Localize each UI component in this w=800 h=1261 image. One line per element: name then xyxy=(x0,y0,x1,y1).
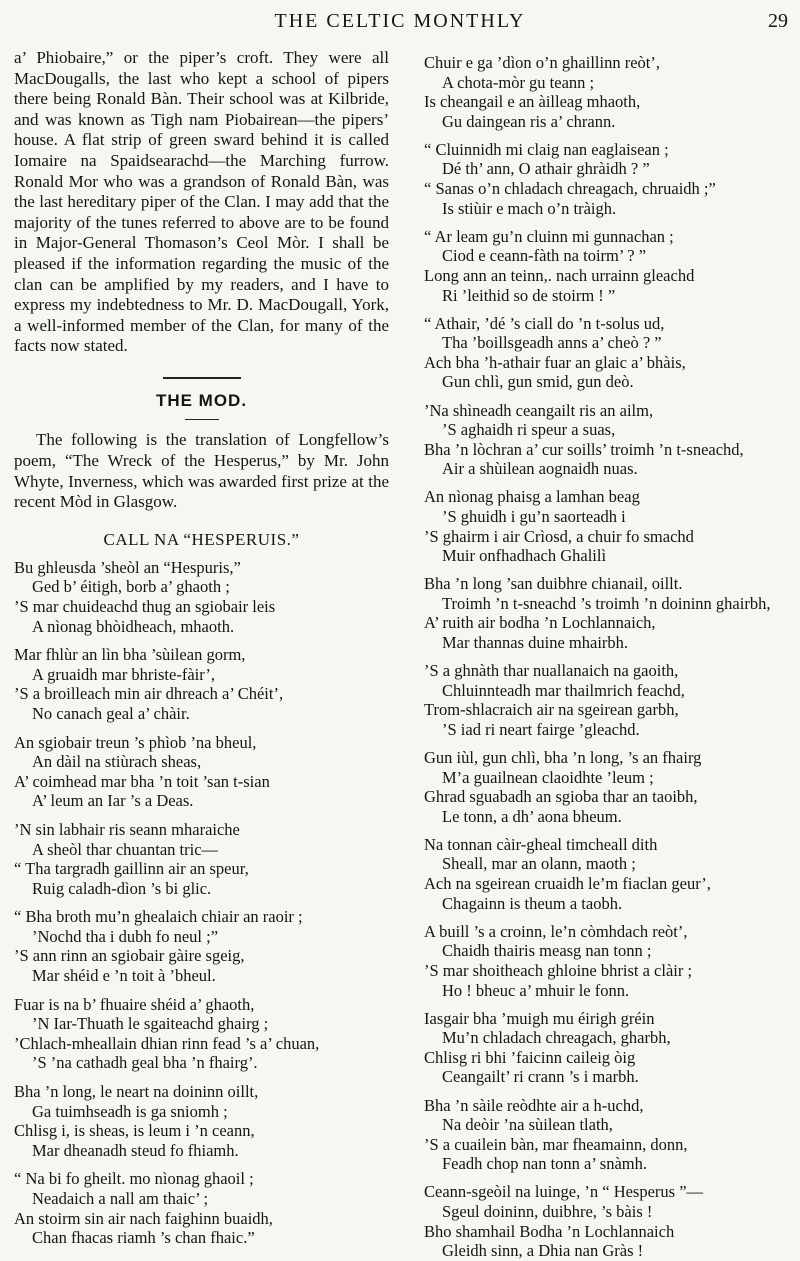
stanza xyxy=(424,140,786,218)
poem-line: “ Tha targradh gaillinn air an speur, xyxy=(14,859,249,879)
poem-line: Mu’n chladach chreagach, gharbh, xyxy=(442,1028,671,1048)
poem-line: ’S ghairm i air Crìosd, a chuir fo smachd xyxy=(424,526,694,546)
poem-line: Ceangailt’ ri crann ’s i marbh. xyxy=(442,1067,639,1087)
poem-line: A’ ruith air bodha ’n Lochlannaich, xyxy=(424,613,656,633)
poem-line: Mar dheanadh steud fo fhiamh. xyxy=(32,1140,239,1160)
poem-line: Ghrad sguabadh an sgioba thar an taoibh, xyxy=(424,787,698,807)
poem-line: Chluinnteadh mar thailmrich feachd, xyxy=(442,680,685,700)
poem-line: “ Athair, ’dé ’s ciall do ’n t-solus ud, xyxy=(424,313,665,333)
poem-line: “ Bha broth mu’n ghealaich chiair an raoir ; xyxy=(14,907,303,927)
poem-line: ’S aghaidh ri speur a suas, xyxy=(442,420,616,440)
poem-line: Na tonnan càir-gheal timcheall dith xyxy=(424,834,658,854)
poem-line: Tha ’boillsgeadh anns a’ cheò ? ” xyxy=(442,333,662,353)
poem-line: “ Sanas o’n chladach chreagach, chruaidh ;” xyxy=(424,179,716,199)
poem-line: Bha ’n long ’san duibhre chianail, oillt. xyxy=(424,574,683,594)
poem-line: ’Chlach-mheallain dhian rinn fead ’s a’ chuan, xyxy=(14,1033,320,1053)
poem-line: Fuar is na b’ fhuaire shéid a’ ghaoth, xyxy=(14,994,255,1014)
stanza xyxy=(424,487,786,565)
poem-line: Is cheangail e an àilleag mhaoth, xyxy=(424,92,641,112)
poem-line: ’S mar shoitheach ghloine bhrist a clàir ; xyxy=(424,960,693,980)
poem-line: A nìonag bhòidheach, mhaoth. xyxy=(32,616,235,636)
poem-line: “ Ar leam gu’n cluinn mi gunnachan ; xyxy=(424,226,674,246)
poem-line: ’Na shìneadh ceangailt ris an ailm, xyxy=(424,400,654,420)
page-header xyxy=(0,8,800,34)
poem-line: Bha ’n lòchran a’ cur soills’ troimh ’n t-sneachd, xyxy=(424,439,744,459)
poem-line: A’ coimhead mar bha ’n toit ’san t-sian xyxy=(14,771,270,791)
poem-line: Troimh ’n t-sneachd ’s troimh ’n doininn ghairbh, xyxy=(442,593,771,613)
left-column xyxy=(14,48,389,1248)
poem-line: A sheòl thar chuantan tric— xyxy=(32,839,219,859)
stanza xyxy=(14,907,389,985)
stanza xyxy=(424,401,786,479)
poem-line: Bha ’n long, le neart na doininn oillt, xyxy=(14,1082,259,1102)
poem-line: ’N sin labhair ris seann mharaiche xyxy=(14,819,240,839)
poem-line: An stoirm sin air nach faighinn buaidh, xyxy=(14,1208,273,1228)
poem-line: “ Cluinnidh mi claig nan eaglaisean ; xyxy=(424,139,669,159)
mod-paragraph: The following is the translation of Longfellow’s poem, “The Wreck of the Hesperus,” by Mr. John Whyte, Inverness, which was awarded first prize at the recent Mòd in Glasgow. xyxy=(14,430,389,512)
poem-line: ’S ghuidh i gu’n saorteadh i xyxy=(442,506,626,526)
poem-line: ’S a ghnàth thar nuallanaich na gaoith, xyxy=(424,661,679,681)
poem-line: Is stiùir e mach o’n tràigh. xyxy=(442,198,617,218)
poem-line: Gu daingean ris a’ chrann. xyxy=(442,111,616,131)
page-number: 29 xyxy=(768,10,788,32)
stanza xyxy=(424,1182,786,1260)
stanza xyxy=(424,748,786,826)
poem-line: Trom-shlacraich air na sgeirean garbh, xyxy=(424,700,679,720)
stanza xyxy=(14,820,389,898)
poem-line: ’S iad ri neart fairge ’gleachd. xyxy=(442,719,640,739)
poem-line: Chlisg ri bhi ’faicinn caileig òig xyxy=(424,1047,636,1067)
stanza xyxy=(14,558,389,636)
poem-line: ’N Iar-Thuath le sgaiteachd ghairg ; xyxy=(32,1014,269,1034)
poem-line: Muir onfhadhach Ghalilì xyxy=(442,546,607,566)
poem-line: Chlisg i, is sheas, is leum i ’n ceann, xyxy=(14,1121,255,1141)
poem-line: Iasgair bha ’muigh mu éirigh gréin xyxy=(424,1008,655,1028)
poem-line: A’ leum an Iar ’s a Deas. xyxy=(32,791,194,811)
poem-line: Gun iùl, gun chlì, bha ’n long, ’s an fhairg xyxy=(424,748,702,767)
poem-line: Mar fhlùr an lìn bha ’sùilean gorm, xyxy=(14,645,246,665)
poem-line: ’Nochd tha i dubh fo neul ;” xyxy=(32,926,219,946)
poem-line: Mar thannas duine mhairbh. xyxy=(442,633,629,653)
stanza xyxy=(424,1009,786,1087)
poem-line: ’S a cuailein bàn, mar fheamainn, donn, xyxy=(424,1134,688,1154)
journal-title: THE CELTIC MONTHLY xyxy=(274,10,526,32)
stanza xyxy=(424,314,786,392)
poem-line: An nìonag phaisg a lamhan beag xyxy=(424,487,640,507)
poem-line: A buill ’s a croinn, le’n còmhdach reòt’, xyxy=(424,921,688,941)
poem-line: ’S ’na cathadh geal bha ’n fhairg’. xyxy=(32,1053,258,1073)
stanza xyxy=(424,574,786,652)
poem-line: Chagainn is theum a taobh. xyxy=(442,893,623,913)
poem-line: Sgeul doininn, duibhre, ’s bàis ! xyxy=(442,1201,653,1221)
poem-line: Le tonn, a dh’ aona bheum. xyxy=(442,806,622,826)
poem-line: M’a guailnean claoidhte ’leum ; xyxy=(442,767,654,787)
poem-line: A gruaidh mar bhriste-fàir’, xyxy=(32,664,215,684)
poem-line: Bha ’n sàile reòdhte air a h-uchd, xyxy=(424,1095,644,1115)
poem-line: Chan fhacas riamh ’s chan fhaic.” xyxy=(32,1228,255,1248)
poem-line: Ciod e ceann-fàth na toirm’ ? ” xyxy=(442,246,647,266)
poem-line: ’S a broilleach min air dhreach a’ Chéit’, xyxy=(14,684,284,704)
poem-line: Long ann an teinn,. nach urrainn gleachd xyxy=(424,265,695,285)
stanza xyxy=(424,53,786,131)
poem-left xyxy=(14,558,389,1248)
stanza xyxy=(14,1082,389,1160)
poem-line: Dé th’ ann, O athair ghràidh ? ” xyxy=(442,159,650,179)
poem-line: Ho ! bheuc a’ mhuir le fonn. xyxy=(442,980,630,1000)
poem-line: A chota-mòr gu teann ; xyxy=(442,72,595,92)
section-title: THE MOD. xyxy=(155,390,248,410)
poem-line: ’S mar chuideachd thug an sgiobair leis xyxy=(14,596,276,616)
intro-paragraph: a’ Phiobaire,” or the piper’s croft. They were all MacDougalls, the last who kept a school of pipers there being Ronald Bàn. Their school was at Kilbride, and was known as Tigh nam Piobairean—the pipers’ house. A flat strip of green sward behind it is called Iomaire na Spaidsearachd—the Marching furrow. Ronald Mor who was a grandson of Ronald Bàn, was the last hereditary piper of the Clan. I may add that the majority of the tunes referred to above are to be found in Major-General Thomason’s Ceol Mòr. I shall be pleased if the information regarding the music of the clan can be amplified by my readers, and I have to express my indebtedness to Mr. D. MacDougall, York, a well-informed member of the Clan, for many of the facts now stated. xyxy=(14,48,389,356)
stanza xyxy=(424,1096,786,1174)
poem-line: Ga tuimhseadh is ga sniomh ; xyxy=(32,1101,228,1121)
poem-line: Ruig caladh-dìon ’s bi glic. xyxy=(32,878,212,898)
stanza xyxy=(14,733,389,811)
article-continuation xyxy=(14,48,389,357)
poem-line: Gun chlì, gun smid, gun deò. xyxy=(442,372,634,392)
stanza xyxy=(424,922,786,1000)
stanza xyxy=(424,835,786,913)
poem-line: ’S ann rinn an sgiobair gàire sgeig, xyxy=(14,946,245,966)
poem-line: Sheall, mar an olann, maoth ; xyxy=(442,854,636,874)
stanza xyxy=(424,661,786,739)
stanza xyxy=(424,227,786,305)
poem-line: An dàil na stiùrach sheas, xyxy=(32,752,202,772)
stanza xyxy=(14,1169,389,1247)
mod-intro xyxy=(14,430,389,512)
poem-line: Mar shéid e ’n toit à ’bheul. xyxy=(32,966,216,986)
poem-line: Gleidh sinn, a Dhia nan Gràs ! xyxy=(442,1241,644,1261)
stanza xyxy=(14,645,389,723)
poem-line: Bho shamhail Bodha ’n Lochlannaich xyxy=(424,1221,675,1241)
stanza xyxy=(14,995,389,1073)
poem-line: Na deòir ’na sùilean tlath, xyxy=(442,1115,613,1135)
poem-line: Chuir e ga ’dìon o’n ghaillinn reòt’, xyxy=(424,53,660,72)
poem-line: Feadh chop nan tonn a’ snàmh. xyxy=(442,1154,647,1174)
poem-line: Bu ghleusda ’sheòl an “Hespuris,” xyxy=(14,557,241,577)
poem-line: Ceann-sgeòil na luinge, ’n “ Hesperus ”— xyxy=(424,1182,704,1202)
poem-title: CALL NA “HESPERUIS.” xyxy=(103,529,300,549)
poem-line: Chaidh thairis measg nan tonn ; xyxy=(442,941,652,961)
poem-line: An sgiobair treun ’s phìob ’na bheul, xyxy=(14,732,257,752)
poem-line: Ach bha ’h-athair fuar an glaic a’ bhàis, xyxy=(424,352,686,372)
poem-line: Neadaich a nall am thaic’ ; xyxy=(32,1189,209,1208)
poem-line: Ach na sgeirean cruaidh le’m fiaclan geur’, xyxy=(424,874,711,894)
poem-line: “ Na bi fo gheilt. mo nìonag ghaoil ; xyxy=(14,1169,254,1189)
poem-line: No canach geal a’ chàir. xyxy=(32,703,190,723)
poem-line: Ged b’ éitigh, borb a’ ghaoth ; xyxy=(32,577,230,597)
poem-line: Ri ’leithid so de stoirm ! ” xyxy=(442,285,616,305)
right-column xyxy=(424,53,786,1261)
poem-right xyxy=(424,53,786,1261)
poem-line: Air a shùilean aognaidh nuas. xyxy=(442,459,638,479)
